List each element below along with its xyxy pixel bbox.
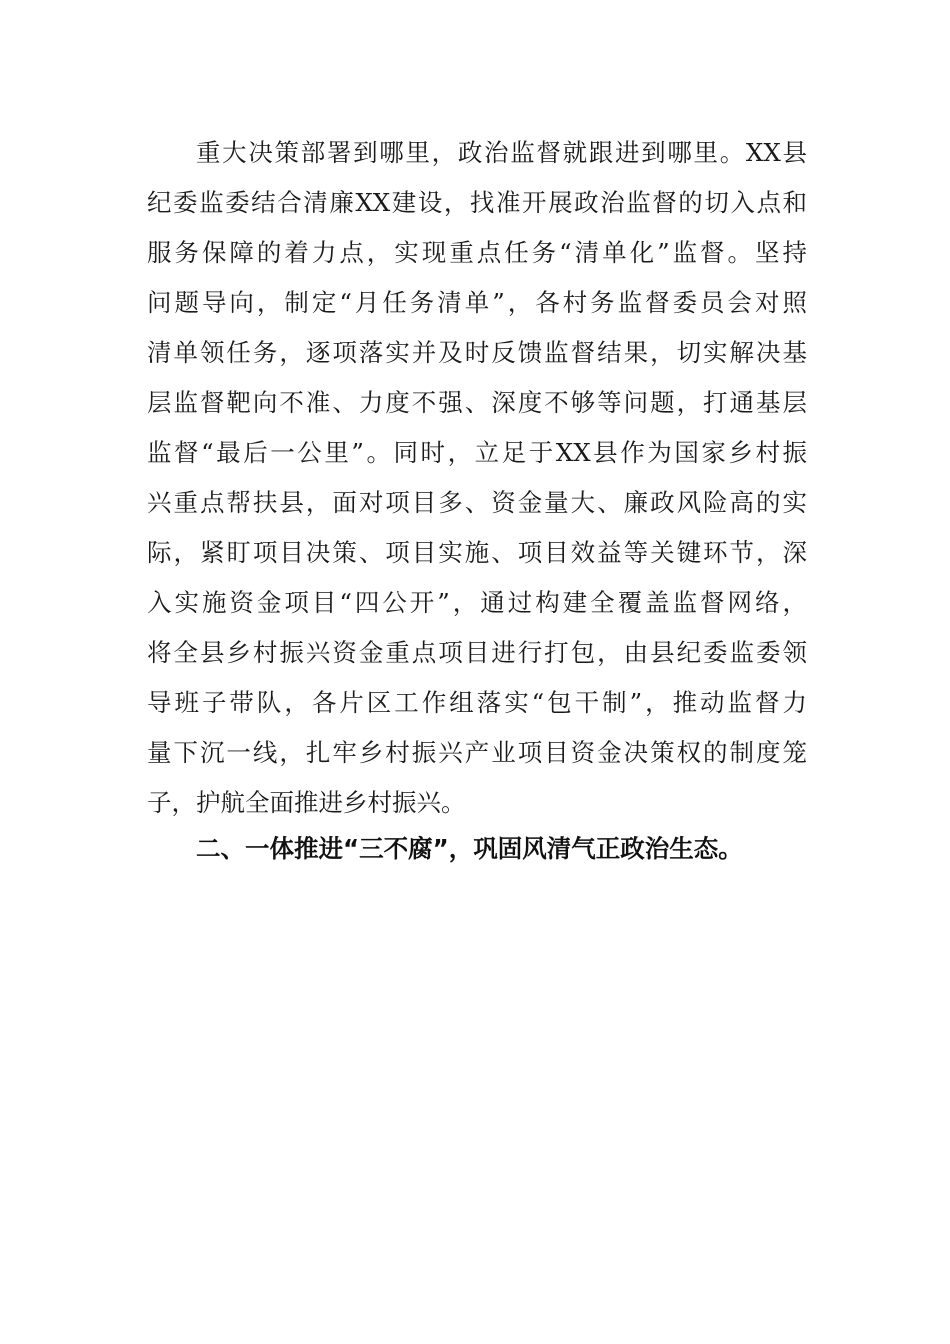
paragraph-line: 兴重点帮扶县，面对项目多、资金量大、廉政风险高的实 <box>147 488 807 517</box>
paragraph-line: 际，紧盯项目决策、项目实施、项目效益等关键环节，深 <box>147 538 807 567</box>
paragraph-line: 问题导向，制定“月任务清单”，各村务监督委员会对照 <box>147 288 807 317</box>
paragraph-line: 子，护航全面推进乡村振兴。 <box>147 788 466 817</box>
paragraph-line: 清单领任务，逐项落实并及时反馈监督结果，切实解决基 <box>147 338 807 367</box>
paragraph-line: 将全县乡村振兴资金重点项目进行打包，由县纪委监委领 <box>147 638 807 667</box>
paragraph-line: 导班子带队，各片区工作组落实“包干制”，推动监督力 <box>147 688 807 717</box>
paragraph-line: 量下沉一线，扎牢乡村振兴产业项目资金决策权的制度笼 <box>147 738 807 767</box>
paragraph-line: 服务保障的着力点，实现重点任务“清单化”监督。坚持 <box>147 238 807 267</box>
paragraph-line: 纪委监委结合清廉XX建设，找准开展政治监督的切入点和 <box>147 188 807 217</box>
paragraph-line: 入实施资金项目“四公开”，通过构建全覆盖监督网络， <box>147 588 807 617</box>
paragraph-line: 监督“最后一公里”。同时，立足于XX县作为国家乡村振 <box>147 438 807 467</box>
section-heading: 二、一体推进“三不腐”，巩固风清气正政治生态。 <box>196 834 743 863</box>
paragraph-line: 重大决策部署到哪里，政治监督就跟进到哪里。XX县 <box>196 138 807 167</box>
paragraph-line: 层监督靶向不准、力度不强、深度不够等问题，打通基层 <box>147 388 807 417</box>
